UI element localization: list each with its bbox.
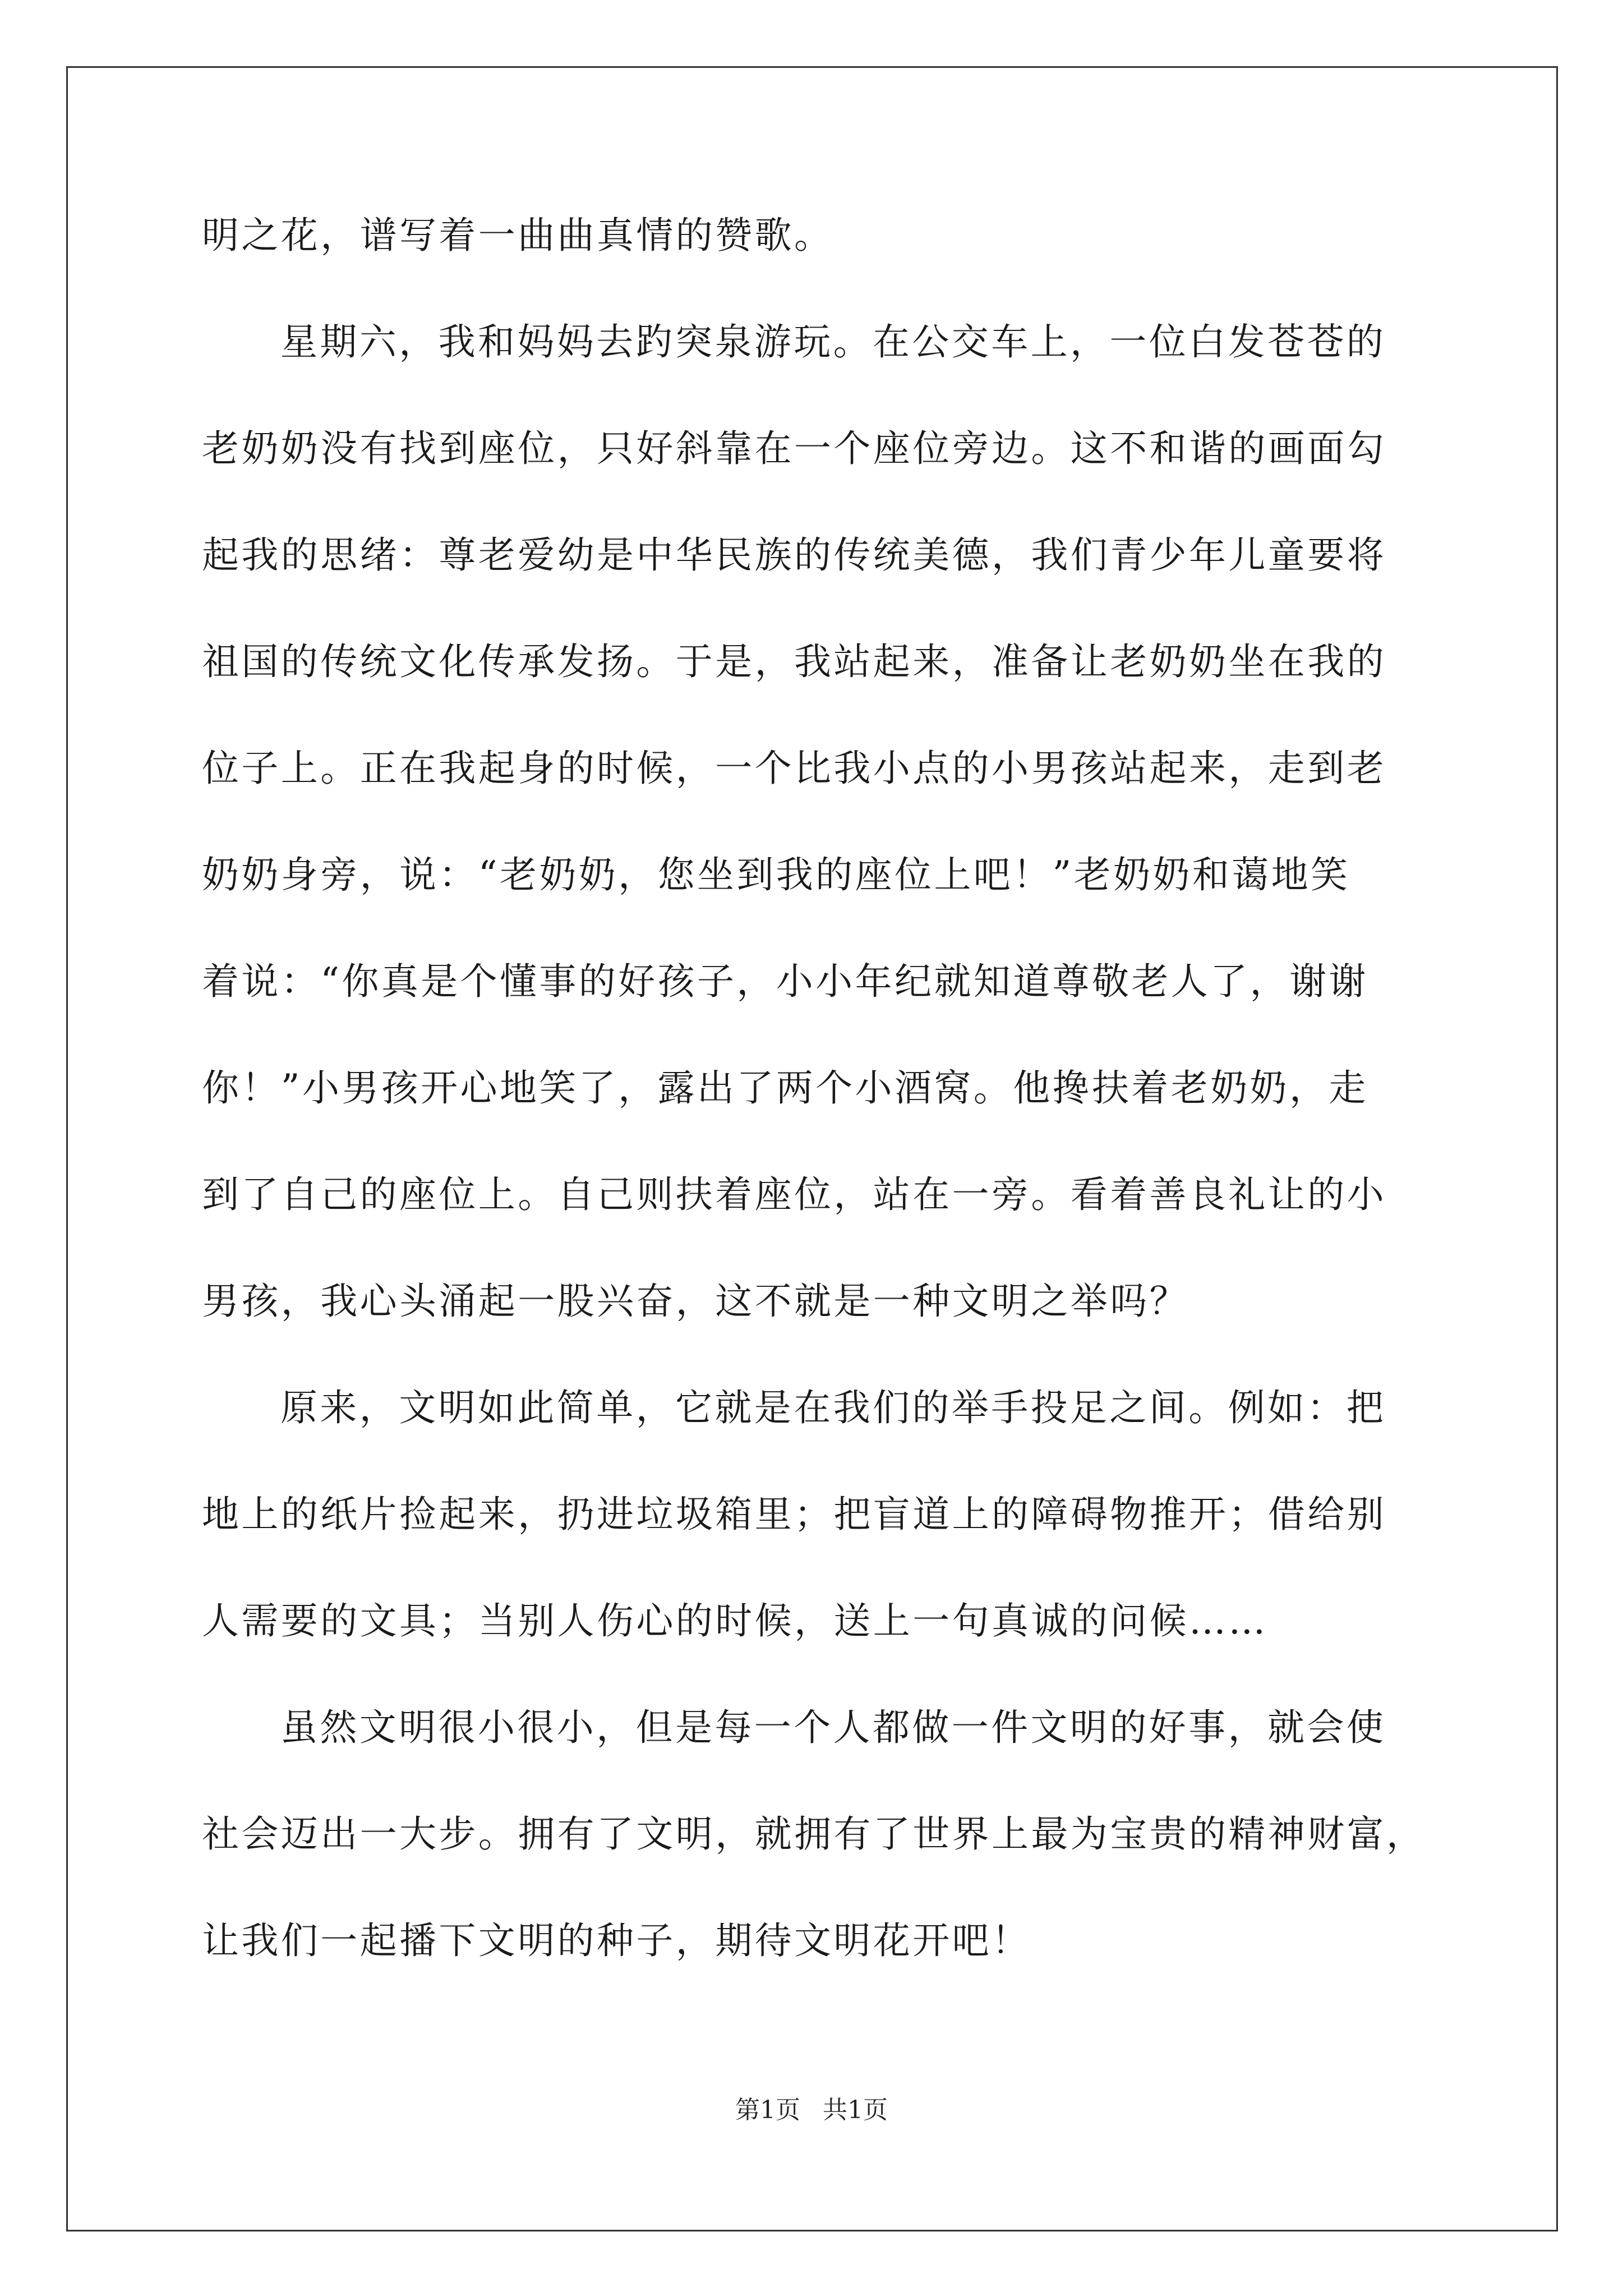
paragraph-line: 老奶奶没有找到座位，只好斜靠在一个座位旁边。这不和谐的画面勾 bbox=[202, 427, 1386, 470]
paragraph-line: 原来，文明如此简单，它就是在我们的举手投足之间。例如：把 bbox=[280, 1386, 1386, 1429]
paragraph-line: 让我们一起播下文明的种子，期待文明花开吧！ bbox=[202, 1919, 1031, 1962]
paragraph-line: 明之花，谱写着一曲曲真情的赞歌。 bbox=[202, 214, 834, 257]
page-footer bbox=[0, 2095, 1623, 2125]
paragraph-line: 着说：“你真是个懂事的好孩子，小小年纪就知道尊敬老人了，谢谢 bbox=[202, 960, 1368, 1003]
paragraph-line: 男孩，我心头涌起一股兴奋，这不就是一种文明之举吗？ bbox=[202, 1280, 1189, 1323]
paragraph-line: 位子上。正在我起身的时候，一个比我小点的小男孩站起来，走到老 bbox=[202, 747, 1386, 790]
page-number: 第1页 bbox=[735, 2096, 800, 2124]
paragraph-line: 奶奶身旁，说：“老奶奶，您坐到我的座位上吧！”老奶奶和蔼地笑 bbox=[202, 853, 1350, 896]
paragraph-line: 祖国的传统文化传承发扬。于是，我站起来，准备让老奶奶坐在我的 bbox=[202, 640, 1386, 683]
paragraph-line: 虽然文明很小很小，但是每一个人都做一件文明的好事，就会使 bbox=[280, 1706, 1386, 1749]
paragraph-line: 人需要的文具；当别人伤心的时候，送上一句真诚的问候…… bbox=[202, 1599, 1268, 1642]
paragraph-line: 社会迈出一大步。拥有了文明，就拥有了世界上最为宝贵的精神财富， bbox=[202, 1812, 1426, 1856]
paragraph-line: 你！”小男孩开心地笑了，露出了两个小酒窝。他搀扶着老奶奶，走 bbox=[202, 1066, 1368, 1110]
paragraph-line: 起我的思绪：尊老爱幼是中华民族的传统美德，我们青少年儿童要将 bbox=[202, 533, 1386, 577]
paragraph-line: 地上的纸片捡起来，扔进垃圾箱里；把盲道上的障碍物推开；借给别 bbox=[202, 1493, 1386, 1536]
paragraph-line: 到了自己的座位上。自己则扶着座位，站在一旁。看着善良礼让的小 bbox=[202, 1173, 1386, 1216]
paragraph-line: 星期六，我和妈妈去趵突泉游玩。在公交车上，一位白发苍苍的 bbox=[280, 320, 1386, 364]
page-border bbox=[66, 66, 1558, 2231]
page-total: 共1页 bbox=[823, 2096, 888, 2124]
